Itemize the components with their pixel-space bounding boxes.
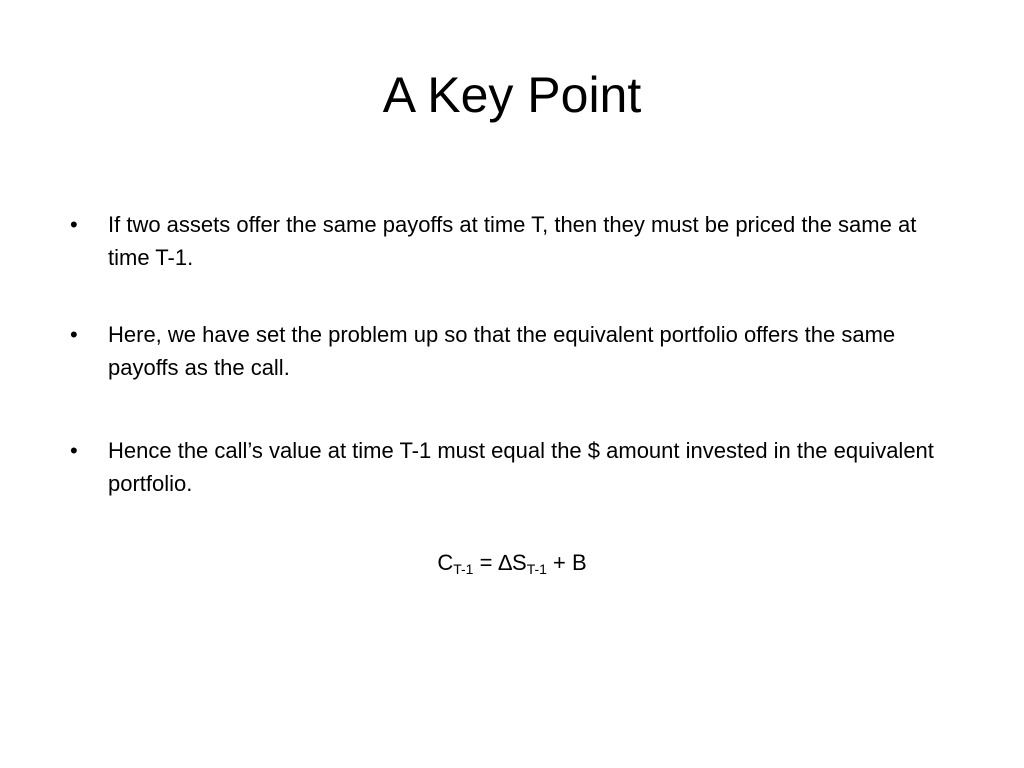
formula-s-subscript: T-1 [526,561,547,577]
formula-plus-b: + B [546,550,587,575]
bullet-icon: • [70,438,78,463]
formula-c: C [437,550,454,575]
bullet-icon: • [70,212,78,237]
bullet-item [70,434,950,500]
formula-c-subscript: T-1 [453,561,474,577]
formula-equals: = [473,550,499,575]
bullet-text: Here, we have set the problem up so that the equivalent portfolio offers the same payoffs as the call. [108,322,896,380]
formula-delta: ∆ [498,550,512,575]
bullet-icon: • [70,322,78,347]
bullet-item [70,318,950,384]
bullet-text: Hence the call’s value at time T-1 must equal the $ amount invested in the equivalent portfolio. [108,438,934,496]
bullet-list [70,208,950,500]
formula-s: S [512,550,527,575]
bullet-text: If two assets offer the same payoffs at time T, then they must be priced the same at time T-1. [108,212,917,270]
formula [0,546,1024,580]
bullet-item [70,208,950,274]
slide-title: A Key Point [382,67,642,123]
